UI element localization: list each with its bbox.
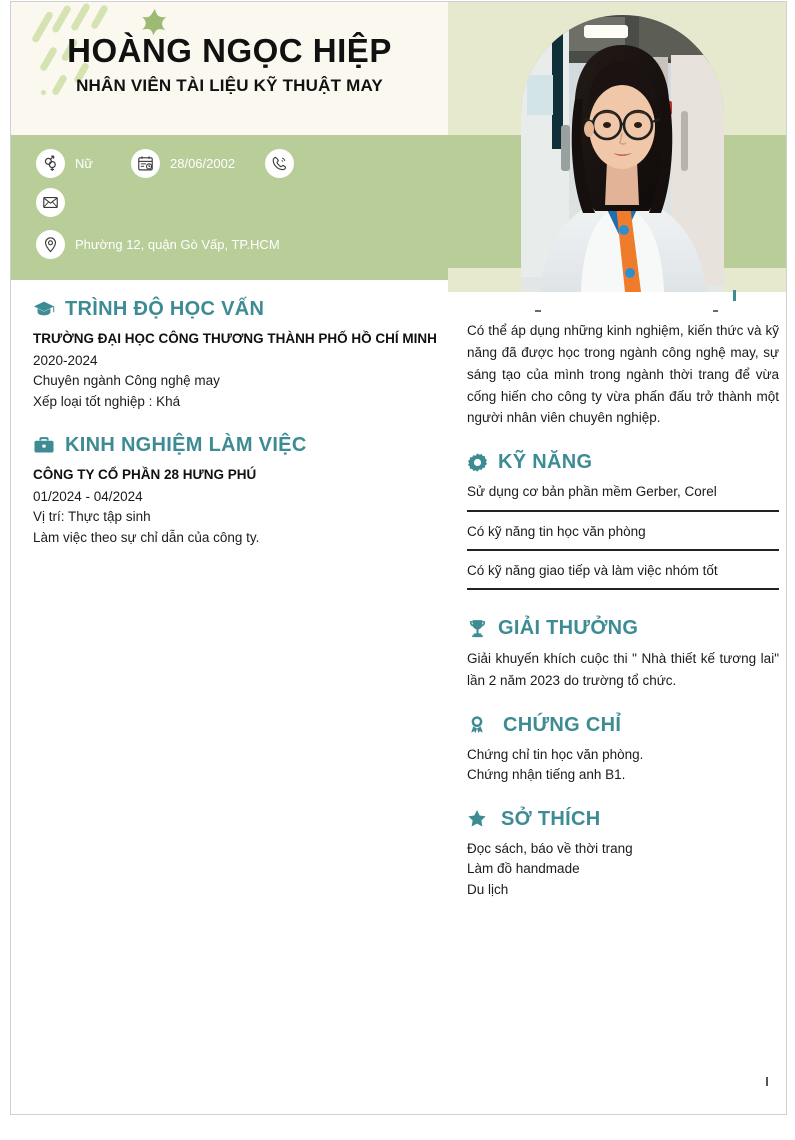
candidate-role: NHÂN VIÊN TÀI LIỆU KỸ THUẬT MAY xyxy=(76,75,383,95)
objective-heading-dash-left xyxy=(535,310,541,312)
trophy-icon xyxy=(467,618,488,639)
dob-value: 28/06/2002 xyxy=(170,156,236,171)
profile-photo xyxy=(521,15,724,292)
objective-section xyxy=(467,320,779,429)
hobbies-section xyxy=(467,808,779,901)
certificate-item: Chứng chỉ tin học văn phòng. xyxy=(467,746,644,762)
objective-text: Có thể áp dụng những kinh nghiệm, kiến thức và kỹ năng đã được học trong ngành công nghệ may, sự sáng tạo của mình trong ngành thời trang để vừa cống hiến cho công ty vừa phấn đấu trở thành một người nhân viên chuyên nghiệp. xyxy=(467,323,779,426)
location-pin-icon xyxy=(36,230,65,259)
education-grade: Xếp loại tốt nghiệp : Khá xyxy=(33,393,181,409)
education-title: TRÌNH ĐỘ HỌC VẤN xyxy=(65,298,265,320)
hobby-item: Làm đồ handmade xyxy=(467,861,580,877)
skill-item: Có kỹ năng giao tiếp và làm việc nhóm tốt xyxy=(467,561,779,590)
experience-position: Vị trí: Thực tập sinh xyxy=(33,509,151,525)
awards-heading xyxy=(467,617,779,639)
page-bottom-mark xyxy=(766,1077,768,1086)
experience-period: 01/2024 - 04/2024 xyxy=(33,488,143,504)
contact-dob xyxy=(131,149,235,178)
contact-address xyxy=(36,230,280,259)
awards-title: GIẢI THƯỞNG xyxy=(498,617,639,640)
certificates-section xyxy=(467,714,779,786)
phone-icon xyxy=(265,149,294,178)
briefcase-icon xyxy=(33,434,55,456)
contact-phone xyxy=(265,149,304,178)
gear-icon xyxy=(467,452,488,473)
hobbies-heading xyxy=(467,808,779,830)
education-major: Chuyên ngành Công nghệ may xyxy=(33,373,220,389)
experience-heading xyxy=(33,434,443,456)
left-column xyxy=(33,298,443,570)
candidate-name: HOÀNG NGỌC HIỆP xyxy=(67,32,392,69)
skill-item: Sử dụng cơ bản phần mềm Gerber, Corel xyxy=(467,482,779,511)
education-school: TRƯỜNG ĐẠI HỌC CÔNG THƯƠNG THÀNH PHỐ HỒ CHÍ MINH xyxy=(33,331,437,346)
cv-sheet xyxy=(10,1,787,1115)
awards-section xyxy=(467,617,779,692)
education-years: 2020-2024 xyxy=(33,352,98,368)
experience-title: KINH NGHIỆM LÀM VIỆC xyxy=(65,434,307,457)
hobbies-title: SỞ THÍCH xyxy=(501,807,601,830)
right-column xyxy=(467,298,779,922)
skills-heading xyxy=(467,451,779,473)
skill-item: Có kỹ năng tin học văn phòng xyxy=(467,522,779,551)
calendar-icon xyxy=(131,149,160,178)
experience-company: CÔNG TY CỔ PHẦN 28 HƯNG PHÚ xyxy=(33,467,257,483)
email-icon xyxy=(36,188,65,217)
address-value: Phường 12, quận Gò Vấp, TP.HCM xyxy=(75,237,280,252)
skills-list xyxy=(467,482,779,590)
header-green-band-right xyxy=(740,135,786,268)
objective-heading-dash-right xyxy=(713,310,718,312)
objective-heading-clipped xyxy=(467,298,779,320)
education-entry xyxy=(33,329,443,412)
skills-section xyxy=(467,451,779,590)
experience-entry xyxy=(33,465,443,548)
contact-bar xyxy=(11,135,448,280)
hobby-item: Du lịch xyxy=(467,881,509,897)
hobby-item: Đọc sách, báo về thời trang xyxy=(467,840,633,856)
objective-heading-fragment xyxy=(733,290,736,301)
graduation-cap-icon xyxy=(33,298,55,320)
gender-value: Nữ xyxy=(75,156,94,171)
star-icon xyxy=(467,808,487,829)
certificate-item: Chứng nhận tiếng anh B1. xyxy=(467,767,626,783)
certificates-heading xyxy=(467,714,779,736)
experience-duty: Làm việc theo sự chỉ dẫn của công ty. xyxy=(33,529,260,545)
medal-ribbon-icon xyxy=(467,714,487,735)
certificates-title: CHỨNG CHỈ xyxy=(503,713,622,736)
name-block xyxy=(11,32,448,96)
contact-gender xyxy=(36,149,93,178)
awards-text: Giải khuyến khích cuộc thi " Nhà thiết kế tương lai" lần 2 năm 2023 do trường tổ chức. xyxy=(467,651,779,688)
education-section xyxy=(33,298,443,412)
experience-section xyxy=(33,434,443,548)
education-heading xyxy=(33,298,443,320)
contact-email xyxy=(36,188,75,217)
gender-icon xyxy=(36,149,65,178)
skills-title: KỸ NĂNG xyxy=(498,451,593,474)
